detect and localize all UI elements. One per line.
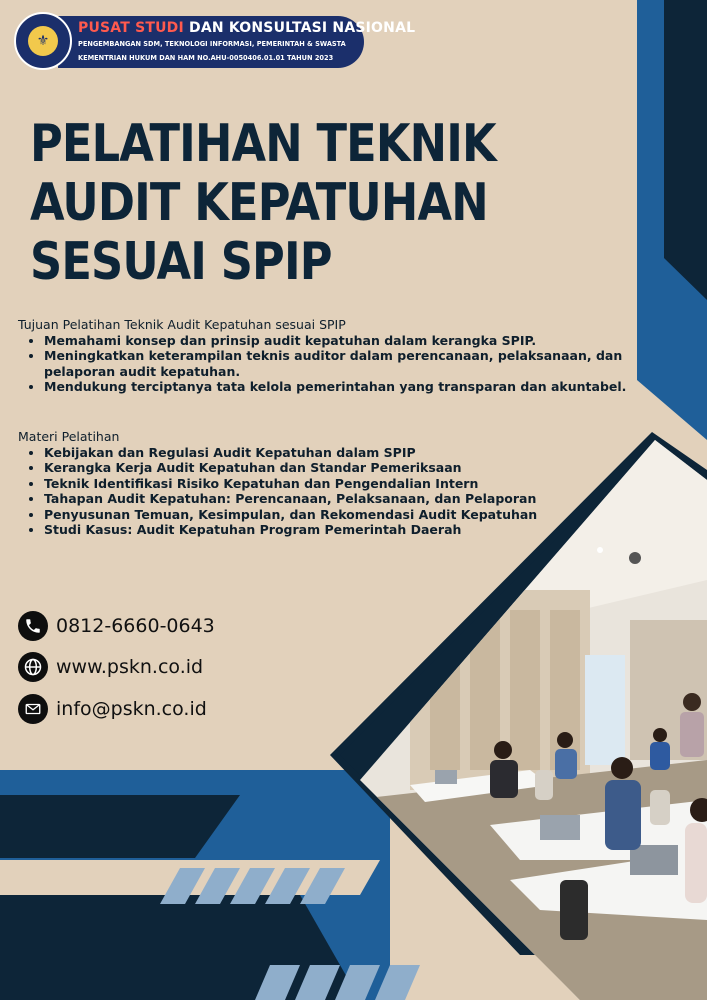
materials-section	[18, 429, 578, 538]
title-line-1: PELATIHAN TEKNIK	[30, 114, 496, 174]
list-item: • Kerangka Kerja Audit Kepatuhan dan Standar Pemeriksaan	[44, 460, 578, 476]
list-item: • Studi Kasus: Audit Kepatuhan Program Pemerintah Daerah	[44, 522, 578, 538]
organization-logo	[14, 12, 72, 70]
list-item: • Memahami konsep dan prinsip audit kepatuhan dalam kerangka SPIP.	[44, 333, 628, 349]
title-line-2: AUDIT KEPATUHAN	[30, 173, 488, 233]
list-item: • Teknik Identifikasi Risiko Kepatuhan dan Pengendalian Intern	[44, 476, 578, 492]
contact-website[interactable]	[18, 651, 203, 683]
list-item: • Tahapan Audit Kepatuhan: Perencanaan, Pelaksanaan, dan Pelaporan	[44, 491, 578, 507]
contact-phone[interactable]	[18, 610, 215, 642]
organization-registration: KEMENTRIAN HUKUM DAN HAM NO.AHU-0050406.01.01 TAHUN 2023	[78, 54, 334, 62]
page-title	[30, 114, 496, 292]
materials-list	[18, 445, 578, 538]
title-line-3: SESUAI SPIP	[30, 232, 332, 292]
objectives-section	[18, 317, 628, 395]
organization-name	[78, 20, 415, 36]
org-name-part2: DAN KONSULTASI NASIONAL	[189, 20, 416, 36]
email-address: info@pskn.co.id	[56, 698, 207, 720]
globe-icon	[18, 652, 48, 682]
list-item: • Meningkatkan keterampilan teknis auditor dalam perencanaan, pelaksanaan, dan pelaporan audit kepatuhan.	[44, 348, 628, 379]
list-item: • Penyusunan Temuan, Kesimpulan, dan Rekomendasi Audit Kepatuhan	[44, 507, 578, 523]
org-name-part1: PUSAT STUDI	[78, 20, 184, 36]
objectives-heading: Tujuan Pelatihan Teknik Audit Kepatuhan sesuai SPIP	[18, 317, 346, 332]
list-item: • Mendukung terciptanya tata kelola pemerintahan yang transparan dan akuntabel.	[44, 379, 628, 395]
mail-icon	[18, 694, 48, 724]
shield-icon: ⚜	[28, 26, 58, 56]
organization-header	[14, 12, 416, 70]
materials-heading: Materi Pelatihan	[18, 429, 120, 444]
organization-subtitle: PENGEMBANGAN SDM, TEKNOLOGI INFORMASI, PEMERINTAH & SWASTA	[78, 40, 346, 48]
objectives-list	[18, 333, 628, 395]
website-url: www.pskn.co.id	[56, 656, 204, 678]
list-item: • Kebijakan dan Regulasi Audit Kepatuhan dalam SPIP	[44, 445, 578, 461]
phone-number: 0812-6660-0643	[56, 615, 215, 637]
contact-email[interactable]	[18, 693, 207, 725]
phone-icon	[18, 611, 48, 641]
